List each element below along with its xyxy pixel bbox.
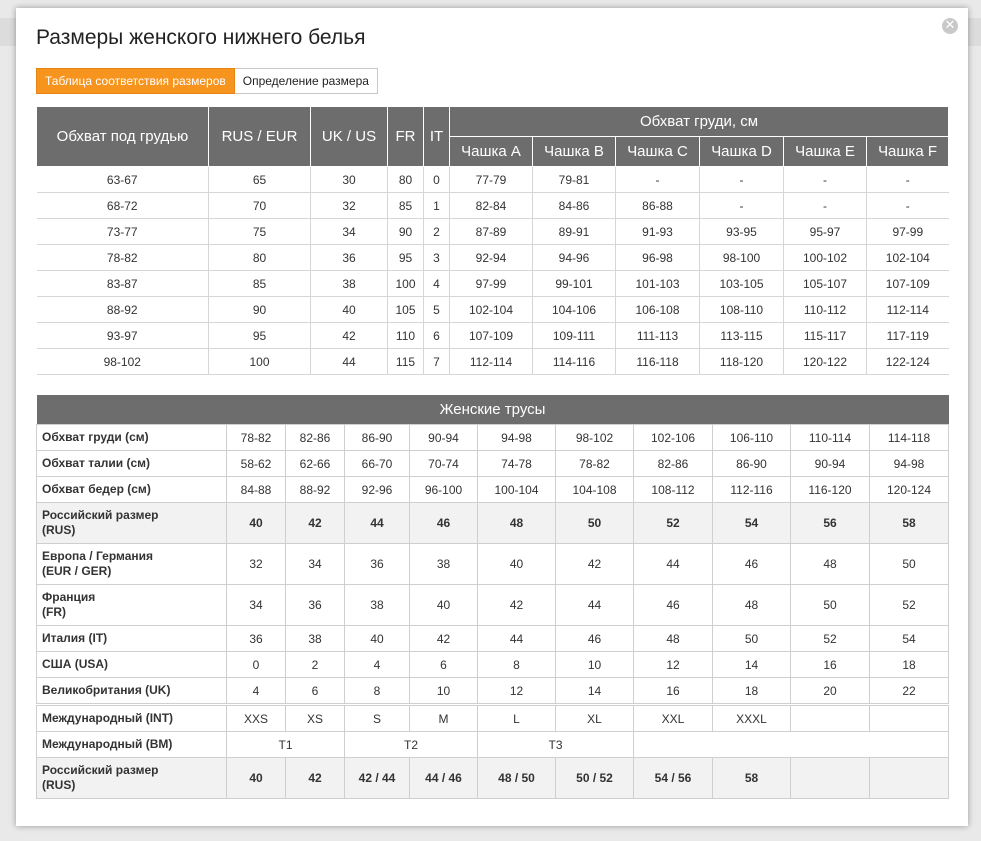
table-cell: 115-117 [784, 323, 867, 349]
table-cell: T2 [345, 732, 478, 758]
header-cup-c: Чашка C [616, 137, 700, 167]
table-row [37, 349, 949, 375]
table-cell: 50 [556, 503, 634, 544]
table-cell: 103-105 [700, 271, 784, 297]
table-cell: 54 [713, 503, 791, 544]
table-cell: 94-98 [478, 425, 556, 451]
table-cell: 93-95 [700, 219, 784, 245]
table-cell: 48 / 50 [478, 758, 556, 799]
table-cell: 93-97 [37, 323, 209, 349]
table-cell: 38 [286, 626, 345, 652]
table-cell: 120-122 [784, 349, 867, 375]
row-label-line: (RUS) [42, 523, 76, 537]
header-cup-f: Чашка F [867, 137, 949, 167]
table-cell: 40 [478, 544, 556, 585]
table-row [37, 477, 949, 503]
table-cell: 36 [311, 245, 388, 271]
table-cell: 6 [424, 323, 450, 349]
row-label: Обхват талии (см) [37, 451, 227, 477]
table-cell: 112-116 [713, 477, 791, 503]
table-row [37, 652, 949, 678]
table-cell: 106-108 [616, 297, 700, 323]
table-row [37, 271, 949, 297]
row-label-line: Франция [42, 590, 96, 604]
table-cell: 0 [227, 652, 286, 678]
close-icon[interactable]: ✕ [942, 18, 958, 34]
table-cell: 107-109 [867, 271, 949, 297]
row-label: США (USA) [37, 652, 227, 678]
table-cell [791, 705, 870, 732]
table-cell: 46 [410, 503, 478, 544]
table-cell: 50 [791, 585, 870, 626]
table-cell: 0 [424, 167, 450, 193]
table-cell: 52 [870, 585, 949, 626]
table-cell: 115 [388, 349, 424, 375]
table-row [37, 503, 949, 544]
table-cell: 46 [634, 585, 713, 626]
table-cell: 89-91 [533, 219, 616, 245]
table-cell: 104-108 [556, 477, 634, 503]
table-cell: 18 [713, 678, 791, 705]
table-cell: 111-113 [616, 323, 700, 349]
table-cell: 68-72 [37, 193, 209, 219]
table-cell: 116-120 [791, 477, 870, 503]
table-cell: 42 / 44 [345, 758, 410, 799]
table-cell: T1 [227, 732, 345, 758]
table-cell: 34 [286, 544, 345, 585]
table-cell: 42 [556, 544, 634, 585]
row-label [37, 758, 227, 799]
row-label-line: Российский размер [42, 763, 159, 777]
table-cell: 38 [345, 585, 410, 626]
row-label: Обхват груди (см) [37, 425, 227, 451]
table-cell: XS [286, 705, 345, 732]
table-cell: 98-102 [37, 349, 209, 375]
tab-size-correspondence[interactable]: Таблица соответствия размеров [36, 68, 235, 94]
table-row [37, 323, 949, 349]
table-cell: 54 [870, 626, 949, 652]
table-cell: 82-84 [450, 193, 533, 219]
table-row [37, 167, 949, 193]
table-cell: 12 [478, 678, 556, 705]
table-cell: 118-120 [700, 349, 784, 375]
header-fr: FR [388, 107, 424, 167]
table-cell: 99-101 [533, 271, 616, 297]
table-cell: 70-74 [410, 451, 478, 477]
table-cell: 112-114 [867, 297, 949, 323]
table-cell: 48 [713, 585, 791, 626]
table-cell: 74-78 [478, 451, 556, 477]
table-cell: 97-99 [867, 219, 949, 245]
table-cell: 38 [410, 544, 478, 585]
table-cell: 56 [791, 503, 870, 544]
table-cell: 114-118 [870, 425, 949, 451]
table-cell: XXL [634, 705, 713, 732]
table-cell: 90 [388, 219, 424, 245]
table-cell [634, 732, 949, 758]
table-cell: T3 [478, 732, 634, 758]
table-row [37, 626, 949, 652]
table-cell: 2 [286, 652, 345, 678]
table-cell: 88-92 [37, 297, 209, 323]
table-row [37, 585, 949, 626]
table-cell: 84-88 [227, 477, 286, 503]
table-cell: M [410, 705, 478, 732]
table-cell: 79-81 [533, 167, 616, 193]
table-cell: 105-107 [784, 271, 867, 297]
table-cell: 36 [227, 626, 286, 652]
table-cell: 114-116 [533, 349, 616, 375]
table-cell: 50 [713, 626, 791, 652]
table-row [37, 193, 949, 219]
table-cell: 8 [345, 678, 410, 705]
table-cell: 46 [713, 544, 791, 585]
table-cell: 36 [286, 585, 345, 626]
table-cell: 52 [791, 626, 870, 652]
table-cell: 90-94 [410, 425, 478, 451]
table-cell: 50 [870, 544, 949, 585]
table-cell: 110-112 [784, 297, 867, 323]
table-cell: 78-82 [37, 245, 209, 271]
table-cell: 98-100 [700, 245, 784, 271]
tab-bar [36, 68, 378, 94]
table-cell: 18 [870, 652, 949, 678]
table-cell: 62-66 [286, 451, 345, 477]
table-cell: 48 [478, 503, 556, 544]
table-cell: 86-90 [345, 425, 410, 451]
table-cell: 113-115 [700, 323, 784, 349]
row-label: Великобритания (UK) [37, 678, 227, 705]
table-cell: 86-88 [616, 193, 700, 219]
table-cell: 1 [424, 193, 450, 219]
page-title: Размеры женского нижнего белья [36, 26, 366, 49]
header-rus-eur: RUS / EUR [209, 107, 311, 167]
table-cell: 4 [227, 678, 286, 705]
table-cell: 94-98 [870, 451, 949, 477]
table-cell: 106-110 [713, 425, 791, 451]
table-cell: 102-104 [867, 245, 949, 271]
table-cell: 44 / 46 [410, 758, 478, 799]
table-cell: 42 [311, 323, 388, 349]
size-chart-modal [16, 8, 968, 826]
table-cell: 10 [556, 652, 634, 678]
table-cell: 100-104 [478, 477, 556, 503]
table-cell: 32 [311, 193, 388, 219]
table-cell: XL [556, 705, 634, 732]
table-cell: 32 [227, 544, 286, 585]
table-cell: L [478, 705, 556, 732]
table-cell: 22 [870, 678, 949, 705]
table-cell: - [784, 193, 867, 219]
table-cell: 86-90 [713, 451, 791, 477]
table-cell: 58 [870, 503, 949, 544]
header-cup-e: Чашка E [784, 137, 867, 167]
table-cell: 90 [209, 297, 311, 323]
table-cell [870, 758, 949, 799]
table-cell: 48 [791, 544, 870, 585]
table-cell: 42 [286, 758, 345, 799]
table-cell: 80 [209, 245, 311, 271]
row-label: Международный (BM) [37, 732, 227, 758]
header-cup-b: Чашка B [533, 137, 616, 167]
table-cell: 122-124 [867, 349, 949, 375]
table-cell: 108-112 [634, 477, 713, 503]
panties-table-title: Женские трусы [37, 395, 949, 425]
table-cell: 120-124 [870, 477, 949, 503]
table-cell: - [867, 167, 949, 193]
table-cell: 78-82 [556, 451, 634, 477]
header-it: IT [424, 107, 450, 167]
table-cell: 46 [556, 626, 634, 652]
table-cell: - [616, 167, 700, 193]
bra-size-table [36, 106, 949, 375]
table-cell: 40 [410, 585, 478, 626]
table-cell: - [784, 167, 867, 193]
table-cell: 92-94 [450, 245, 533, 271]
table-cell: 94-96 [533, 245, 616, 271]
header-cup-d: Чашка D [700, 137, 784, 167]
table-cell: 36 [345, 544, 410, 585]
panties-size-table [36, 395, 949, 799]
header-cup-a: Чашка A [450, 137, 533, 167]
table-row [37, 451, 949, 477]
table-cell: 3 [424, 245, 450, 271]
header-underbust: Обхват под грудью [37, 107, 209, 167]
row-label-line: (EUR / GER) [42, 564, 112, 578]
table-cell: 73-77 [37, 219, 209, 245]
table-cell: 40 [345, 626, 410, 652]
table-cell: 40 [227, 503, 286, 544]
table-cell: 96-98 [616, 245, 700, 271]
table-cell: 8 [478, 652, 556, 678]
table-cell: 105 [388, 297, 424, 323]
table-cell: - [867, 193, 949, 219]
table-row [37, 245, 949, 271]
table-cell: 116-118 [616, 349, 700, 375]
table-cell: 54 / 56 [634, 758, 713, 799]
table-cell: 78-82 [227, 425, 286, 451]
table-cell: 110 [388, 323, 424, 349]
table-row [37, 297, 949, 323]
table-cell: 44 [634, 544, 713, 585]
table-cell: 100 [209, 349, 311, 375]
table-row [37, 758, 949, 799]
row-label [37, 544, 227, 585]
table-cell: 83-87 [37, 271, 209, 297]
row-label: Обхват бедер (см) [37, 477, 227, 503]
table-cell: 14 [556, 678, 634, 705]
table-cell: 65 [209, 167, 311, 193]
row-label-line: (FR) [42, 605, 66, 619]
row-label-line: (RUS) [42, 778, 76, 792]
table-cell: 80 [388, 167, 424, 193]
table-cell: 85 [388, 193, 424, 219]
table-cell: 97-99 [450, 271, 533, 297]
table-cell: 77-79 [450, 167, 533, 193]
table-cell: 48 [634, 626, 713, 652]
table-cell: XXS [227, 705, 286, 732]
table-cell: 44 [311, 349, 388, 375]
table-cell: 10 [410, 678, 478, 705]
table-cell: 100-102 [784, 245, 867, 271]
table-row [37, 732, 949, 758]
table-cell: 101-103 [616, 271, 700, 297]
table-row [37, 425, 949, 451]
table-cell: 6 [286, 678, 345, 705]
table-cell: 12 [634, 652, 713, 678]
table-cell: 82-86 [286, 425, 345, 451]
table-cell: 66-70 [345, 451, 410, 477]
table-cell: 70 [209, 193, 311, 219]
table-cell: 4 [424, 271, 450, 297]
table-cell: 42 [478, 585, 556, 626]
table-cell: 14 [713, 652, 791, 678]
table-cell: 58-62 [227, 451, 286, 477]
table-row [37, 544, 949, 585]
table-row [37, 219, 949, 245]
table-cell: 95-97 [784, 219, 867, 245]
table-cell: S [345, 705, 410, 732]
table-cell: 30 [311, 167, 388, 193]
table-cell: 102-104 [450, 297, 533, 323]
table-cell: 44 [345, 503, 410, 544]
table-cell: 88-92 [286, 477, 345, 503]
row-label [37, 585, 227, 626]
table-row [37, 678, 949, 705]
table-cell: 34 [311, 219, 388, 245]
table-cell: 6 [410, 652, 478, 678]
table-cell: 52 [634, 503, 713, 544]
table-cell: XXXL [713, 705, 791, 732]
tab-size-determination[interactable]: Определение размера [235, 68, 378, 94]
table-row [37, 705, 949, 732]
table-cell: 117-119 [867, 323, 949, 349]
table-cell: 16 [634, 678, 713, 705]
table-cell: 2 [424, 219, 450, 245]
table-cell: 109-111 [533, 323, 616, 349]
table-cell: 112-114 [450, 349, 533, 375]
table-cell: 75 [209, 219, 311, 245]
table-cell: 5 [424, 297, 450, 323]
table-cell: 20 [791, 678, 870, 705]
table-cell: 58 [713, 758, 791, 799]
table-cell: 85 [209, 271, 311, 297]
table-cell: 91-93 [616, 219, 700, 245]
table-cell: 44 [556, 585, 634, 626]
table-cell: 98-102 [556, 425, 634, 451]
row-label-line: Европа / Германия [42, 549, 154, 563]
table-cell: 96-100 [410, 477, 478, 503]
row-label-line: Российский размер [42, 508, 159, 522]
table-cell: 7 [424, 349, 450, 375]
table-cell: 82-86 [634, 451, 713, 477]
table-cell: 95 [388, 245, 424, 271]
table-cell: 4 [345, 652, 410, 678]
table-cell: 42 [410, 626, 478, 652]
table-cell: 44 [478, 626, 556, 652]
table-cell: 87-89 [450, 219, 533, 245]
table-cell: 102-106 [634, 425, 713, 451]
table-cell: 34 [227, 585, 286, 626]
table-cell: 50 / 52 [556, 758, 634, 799]
header-uk-us: UK / US [311, 107, 388, 167]
table-cell: 90-94 [791, 451, 870, 477]
table-cell [870, 705, 949, 732]
table-cell: 38 [311, 271, 388, 297]
table-cell: 63-67 [37, 167, 209, 193]
table-cell: 16 [791, 652, 870, 678]
table-cell: 42 [286, 503, 345, 544]
table-cell: 110-114 [791, 425, 870, 451]
table-cell: 92-96 [345, 477, 410, 503]
table-cell: 95 [209, 323, 311, 349]
table-cell: 108-110 [700, 297, 784, 323]
table-cell: 40 [311, 297, 388, 323]
table-cell: 100 [388, 271, 424, 297]
row-label: Международный (INT) [37, 705, 227, 732]
row-label [37, 503, 227, 544]
table-cell [791, 758, 870, 799]
row-label: Италия (IT) [37, 626, 227, 652]
table-cell: - [700, 167, 784, 193]
table-cell: 107-109 [450, 323, 533, 349]
table-cell: 40 [227, 758, 286, 799]
table-cell: 84-86 [533, 193, 616, 219]
header-bust-group: Обхват груди, см [450, 107, 949, 137]
table-cell: - [700, 193, 784, 219]
table-cell: 104-106 [533, 297, 616, 323]
